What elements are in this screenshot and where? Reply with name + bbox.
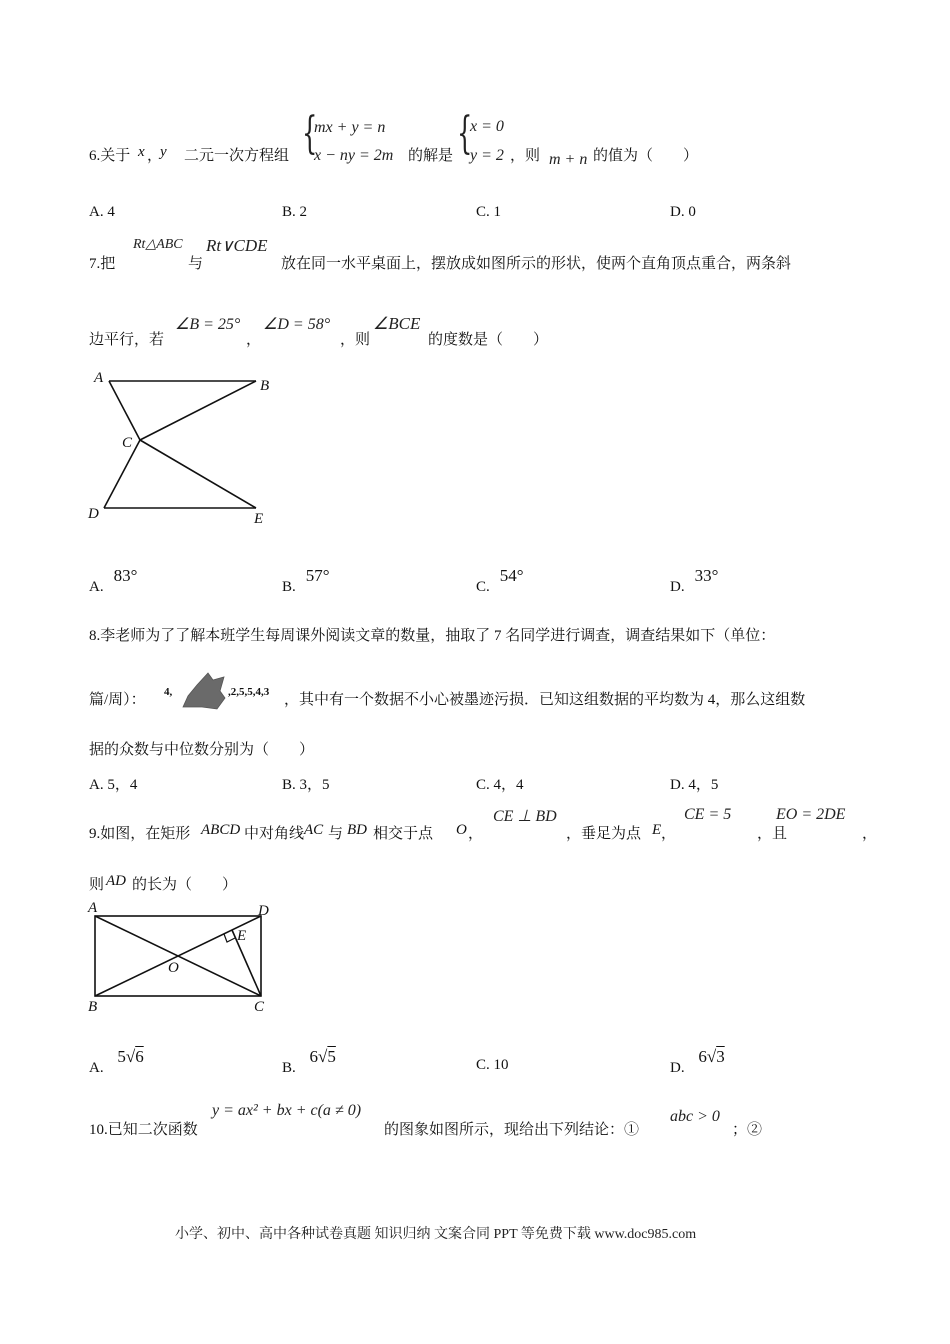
q9-bd: BD: [347, 822, 367, 838]
point-e-label: E: [254, 511, 264, 527]
angle-d: ∠D = 58°: [263, 316, 331, 333]
q8-line2-prefix: 篇/周）：: [89, 692, 146, 708]
q8-option-b[interactable]: B. 3，5: [282, 777, 330, 793]
q7-option-c-label: C.: [476, 579, 490, 595]
q9-ce: CE = 5: [684, 806, 732, 823]
q8-line2-suffix: ，其中有一个数据不小心被墨迹污损．已知这组数据的平均数为 4，那么这组数: [284, 692, 806, 708]
q7-text3: ，则: [340, 332, 371, 348]
angle-b: ∠B = 25°: [175, 316, 241, 333]
q8-option-c[interactable]: C. 4，4: [476, 777, 524, 793]
q7-option-d-label: D.: [670, 579, 685, 595]
q9-ad: AD: [106, 873, 126, 889]
q6-var-x: x: [138, 144, 145, 160]
q6-text3: ，则: [510, 148, 541, 164]
q7-option-d-value: 33°: [694, 566, 719, 585]
q9-comma3: ，: [862, 826, 878, 842]
q9-text3: 与: [328, 826, 344, 842]
triangle-cde: Rt∨CDE: [206, 236, 268, 255]
q8-line3: 据的众数与中位数分别为（ ）: [89, 742, 315, 758]
q9-eo: EO = 2DE: [776, 806, 846, 823]
q7-option-a-label: A.: [89, 579, 104, 595]
q9-option-b-label: B.: [282, 1060, 296, 1076]
q7-option-b[interactable]: [282, 566, 330, 596]
q6-expression: m + n: [549, 151, 588, 168]
q9-option-d-value: 6√3: [698, 1047, 725, 1066]
q7-option-a-value: 83°: [113, 566, 138, 585]
point-d-label: D: [88, 506, 99, 522]
q7-option-b-value: 57°: [305, 566, 330, 585]
q10-function: y = ax² + bx + c(a ≠ 0): [212, 1102, 362, 1119]
q9-comma2: ，: [661, 826, 677, 842]
solution-brace: {: [457, 108, 473, 159]
q9-text6: ，且: [757, 826, 788, 842]
q7-text4: 的度数是（ ）: [428, 332, 549, 348]
q9-point-o: O: [456, 822, 467, 838]
q7-option-c[interactable]: [476, 566, 524, 596]
system-brace: {: [302, 108, 318, 159]
q10-text1: 的图象如图所示，现给出下列结论：①: [384, 1122, 640, 1138]
q9-text2: 中对角线: [244, 826, 305, 842]
line-cb: [140, 381, 256, 440]
line-ce: [140, 440, 256, 508]
q9-line2-b: 的长为（ ）: [132, 877, 238, 893]
q8-data-after: ,2,5,5,4,3: [228, 686, 270, 698]
q6-text1: 二元一次方程组: [184, 148, 290, 164]
q7-text1: 放在同一水平桌面上，摆放成如图所示的形状，使两个直角顶点重合，两条斜: [281, 256, 792, 272]
q6-prefix: 6.关于: [89, 148, 131, 164]
q9-text5: ，垂足为点: [566, 826, 642, 842]
q10-text2: ；②: [732, 1122, 763, 1138]
q6-option-d[interactable]: D. 0: [670, 204, 696, 220]
equation-2: x − ny = 2m: [314, 147, 394, 164]
q8-option-a[interactable]: A. 5，4: [89, 777, 138, 793]
q7-comma: ，: [246, 332, 262, 348]
line-ac: [109, 381, 140, 440]
page-footer: 小学、初中、高中各种试卷真题 知识归纳 文案合同 PPT 等免费下载 www.doc985.com: [175, 1227, 697, 1242]
q7-option-d[interactable]: [670, 566, 719, 596]
solution-1: x = 0: [470, 118, 504, 135]
q7-option-c-value: 54°: [499, 566, 524, 585]
point-o-label: O: [168, 960, 179, 976]
q9-option-b[interactable]: [282, 1047, 336, 1077]
q6-text4: 的值为（ ）: [593, 148, 699, 164]
point-c-label: C: [254, 999, 265, 1015]
q9-option-a[interactable]: [89, 1047, 144, 1077]
q8-line1: 8.李老师为了了解本班学生每周课外阅读文章的数量，抽取了 7 名同学进行调查，调查结果如下（单位：: [89, 628, 776, 644]
point-b-label: B: [88, 999, 98, 1015]
ink-blot-icon: [180, 671, 228, 711]
q10-condition-1: abc > 0: [670, 1108, 720, 1125]
q6-option-c[interactable]: C. 1: [476, 204, 502, 220]
equation-1: mx + y = n: [314, 119, 386, 136]
q6-comma: ，: [147, 148, 163, 164]
point-a-label: A: [88, 900, 98, 916]
q6-var-y: y: [160, 144, 167, 160]
q9-option-b-value: 6√5: [309, 1047, 336, 1066]
q9-line2-a: 则: [89, 877, 105, 893]
point-e-label: E: [237, 928, 247, 944]
q9-figure: [84, 898, 284, 1018]
q7-prefix: 7.把: [89, 256, 116, 272]
point-a-label: A: [94, 370, 104, 386]
q7-option-b-label: B.: [282, 579, 296, 595]
q9-option-d-label: D.: [670, 1060, 685, 1076]
angle-bce: ∠BCE: [373, 314, 421, 333]
q8-data-before: 4,: [164, 686, 173, 698]
q7-and: 与: [188, 256, 204, 272]
q9-option-c[interactable]: C. 10: [476, 1057, 509, 1073]
q9-text4: 相交于点: [373, 826, 434, 842]
q9-option-a-label: A.: [89, 1060, 104, 1076]
q9-point-e: E: [652, 822, 662, 838]
q7-option-a[interactable]: [89, 566, 138, 596]
q8-option-d[interactable]: D. 4，5: [670, 777, 719, 793]
q6-text2: 的解是: [408, 148, 454, 164]
q10-prefix: 10.已知二次函数: [89, 1122, 198, 1138]
q9-text1: 9.如图，在矩形: [89, 826, 191, 842]
q9-rect: ABCD: [201, 822, 241, 838]
q7-text2: 边平行，若: [89, 332, 165, 348]
q9-option-d[interactable]: [670, 1047, 725, 1077]
triangle-abc: Rt△ABC: [133, 237, 183, 252]
point-c-label: C: [122, 435, 133, 451]
q6-option-a[interactable]: A. 4: [89, 204, 115, 220]
q6-option-b[interactable]: B. 2: [282, 204, 308, 220]
q7-figure: [84, 368, 284, 528]
q9-perp: CE ⊥ BD: [493, 808, 557, 825]
q9-ac: AC: [304, 822, 324, 838]
solution-2: y = 2: [470, 147, 504, 164]
q9-option-a-value: 5√6: [117, 1047, 144, 1066]
right-angle-mark: [224, 934, 235, 942]
q9-comma1: ，: [468, 826, 484, 842]
point-d-label: D: [258, 903, 269, 919]
point-b-label: B: [260, 378, 270, 394]
